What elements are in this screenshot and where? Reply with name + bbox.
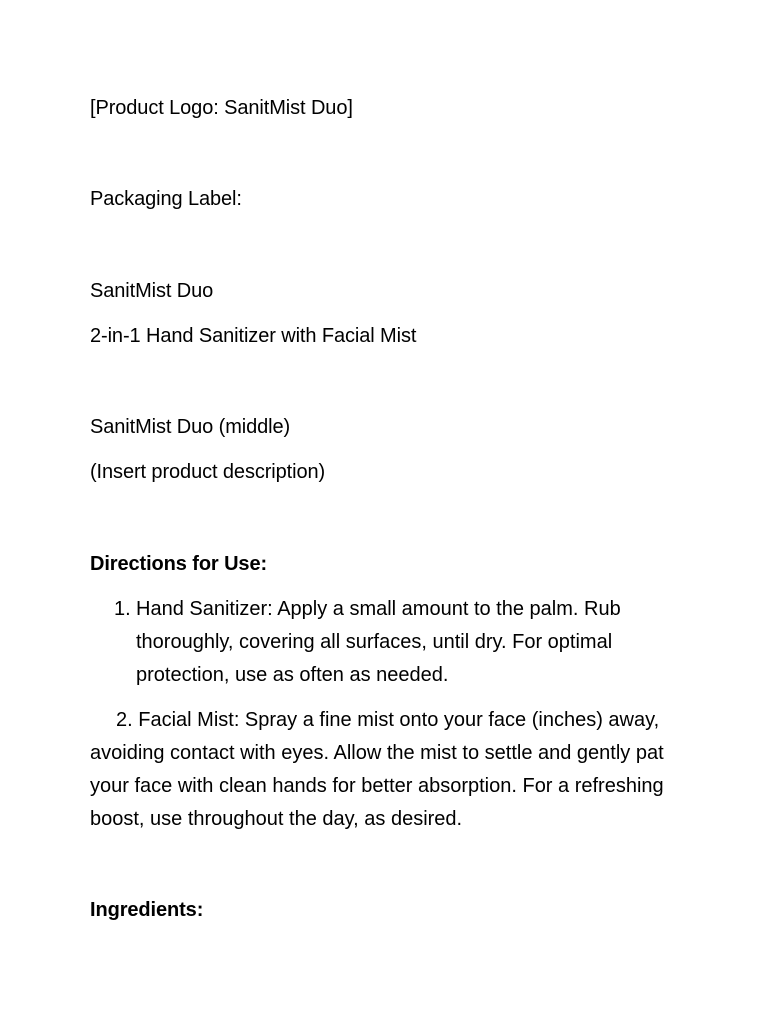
directions-item-1: [90, 593, 690, 692]
product-tagline: 2-in-1 Hand Sanitizer with Facial Mist: [90, 325, 417, 347]
directions-item-2: [90, 704, 690, 836]
product-name: SanitMist Duo: [90, 280, 214, 302]
directions-list-continued: [90, 704, 690, 836]
ingredients-heading: Ingredients:: [90, 899, 204, 921]
directions-item-number: 2.: [116, 709, 133, 731]
directions-item-text: Hand Sanitizer: Apply a small amount to the palm. Rub thoroughly, covering all surfaces, until dry. For optimal protection, use as often as needed.: [136, 598, 621, 686]
directions-item-number: 1.: [114, 598, 131, 620]
product-name-middle: SanitMist Duo (middle): [90, 416, 291, 438]
directions-heading: Directions for Use:: [90, 553, 268, 575]
logo-placeholder: [Product Logo: SanitMist Duo]: [90, 97, 353, 119]
directions-item-text: Facial Mist: Spray a fine mist onto your face (inches) away, avoiding contact with eyes. Allow the mist to settle and gently pat your face with clean hands for better absorption. For a refreshing boost, use throughout the day, as desired.: [90, 709, 664, 830]
packaging-label-heading: Packaging Label:: [90, 188, 242, 210]
directions-list: [90, 593, 690, 692]
product-description-placeholder: (Insert product description): [90, 461, 326, 483]
